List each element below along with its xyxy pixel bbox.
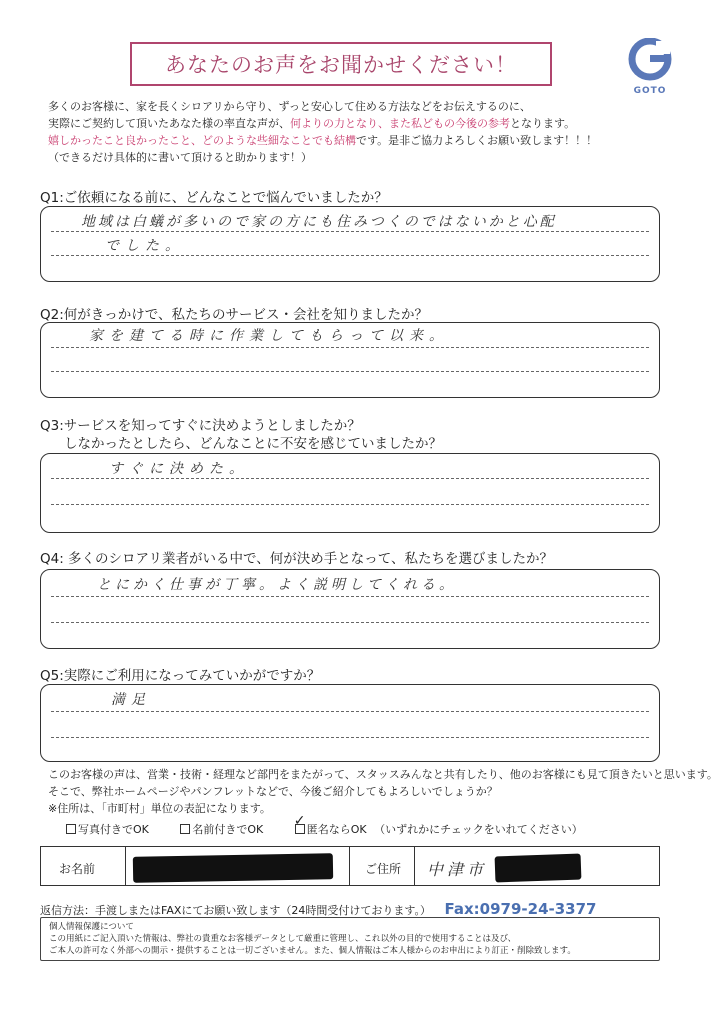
answer-5-text: 満足 [111,692,151,708]
intro-emphasis: 嬉しかったこと良かったこと、どのような些細なことでも結構 [48,134,356,147]
checkbox-name[interactable] [180,823,263,836]
return-text: 返信方法：手渡しまたはFAXにてお願い致します（24時間受付けております。） [40,904,431,917]
answer-line [51,371,649,372]
answer-line [51,711,649,712]
address-value: 中津市 [427,860,488,879]
answer-box-2[interactable] [40,322,660,398]
answer-1-text: 地域は白蟻が多いので家の方にも住みつくのではないかと心配 [81,214,557,230]
question-2-label: Q2:何がきっかけで、私たちのサービス・会社を知りましたか？ [40,307,428,323]
privacy-title: 個人情報保護について [49,922,134,932]
redacted-address [495,854,582,883]
intro-text-part: です。是非ご協力よろしくお願い致します！！！ [356,134,598,147]
question-1-label: Q1:ご依頼になる前に、どんなことで悩んでいましたか？ [40,190,388,206]
customer-info-box [40,846,660,886]
answer-line [51,255,649,256]
goto-logo-icon [626,38,674,82]
page-title: あなたのお声をお聞かせください！ [130,42,552,86]
answer-line [51,478,649,479]
answer-line [51,622,649,623]
question-3-label: Q3:サービスを知ってすぐに決めようとしましたか？ [40,418,361,434]
answer-2-text: 家を建てる時に作業してもらって以来。 [89,328,449,344]
answer-box-1[interactable] [40,206,660,282]
answer-line [51,231,649,232]
checkbox-label: 匿名ならOK [306,823,367,836]
privacy-policy-box [40,917,660,961]
answer-3-text: すぐに決めた。 [109,461,249,477]
intro-line [48,132,688,149]
answer-line [51,504,649,505]
note-line: このお客様の声は、営業・技術・経理など部門をまたがって、スタッスみんなと共有したり、他のお客様にも見て頂きたいと思います。 [48,768,718,781]
intro-line [48,115,688,132]
answer-box-4[interactable] [40,569,660,649]
intro-text [48,98,688,166]
question-5-label: Q5:実際にご利用になってみていかがですか？ [40,668,321,684]
question-4-label: Q4: 多くのシロアリ業者がいる中で、何が決め手となって、私たちを選びましたか？ [40,551,553,567]
consent-checkboxes [66,813,611,837]
checkbox-anon[interactable] [293,813,367,836]
logo-text: GOTO [633,86,667,96]
fax-number: Fax:0979-24-3377 [444,900,597,918]
answer-line [51,347,649,348]
checkbox-icon[interactable] [180,824,190,834]
answer-box-5[interactable] [40,684,660,762]
question-3-sublabel: しなかったとしたら、どんなことに不安を感じていましたか？ [64,436,442,452]
answer-line [51,596,649,597]
intro-line: 多くのお客様に、家を長くシロアリから守り、ずっと安心して住める方法などをお伝えするのに、 [48,100,531,113]
answer-line [51,737,649,738]
name-label: お名前 [59,862,96,876]
intro-line: （できるだけ具体的に書いて頂けると助かります！） [48,151,312,164]
checkbox-photo[interactable] [66,823,149,836]
intro-text-part: となります。 [510,117,576,130]
answer-1-text: でした。 [105,238,185,254]
checkbox-hint: （いずれかにチェックをいれてください） [374,823,583,836]
intro-text-part: 実際にご契約して頂いたあなた様の率直な声が、 [48,117,290,130]
usage-note [48,766,718,817]
note-line: ※住所は、「市町村」単位の表記になります。 [48,802,271,815]
redacted-name [133,853,333,882]
intro-emphasis: 何よりの力となり、また私どもの今後の参考 [290,117,510,130]
answer-box-3[interactable] [40,453,660,533]
checkbox-label: 写真付きでOK [78,823,149,836]
checkbox-icon[interactable] [66,824,76,834]
checkbox-label: 名前付きでOK [192,823,264,836]
address-label: ご住所 [365,862,402,876]
company-logo [626,38,674,94]
check-mark-icon: ✓ [293,813,306,829]
privacy-line: ご本人の許可なく外部への開示・提供することは一切ございません。また、個人情報はご本人様からのお申出により訂正・削除致します。 [49,946,576,956]
note-line: そこで、弊社ホームページやパンフレットなどで、今後ご紹介してもよろしいでしょうか？ [48,785,498,798]
answer-4-text: とにかく仕事が丁寧。よく説明してくれる。 [97,577,457,593]
return-method [40,900,597,918]
privacy-line: この用紙にご記入頂いた情報は、弊社の貴重なお客様データとして厳重に管理し、これ以外の目的で使用することは及び、 [49,934,517,944]
